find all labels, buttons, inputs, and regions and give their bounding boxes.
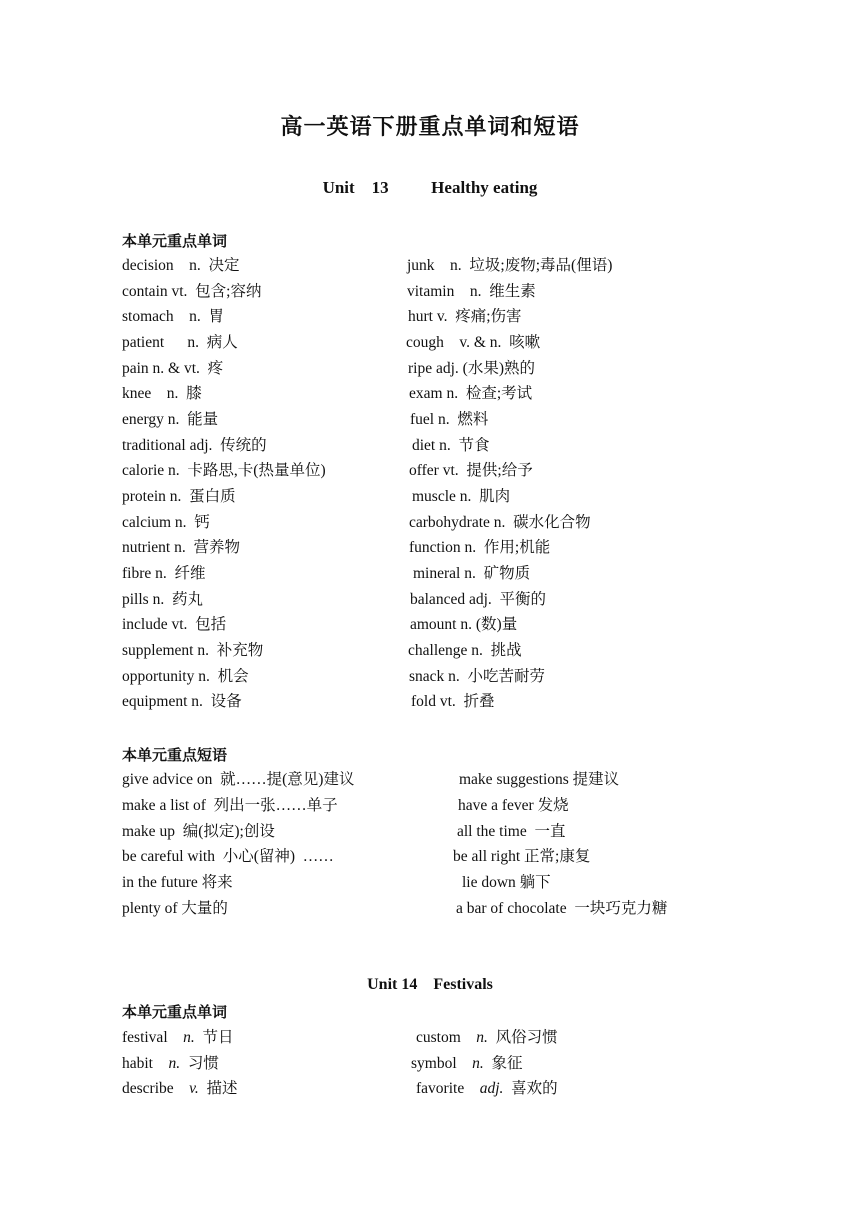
- word-entry: vitamin n. 维生素: [407, 283, 536, 300]
- word-entry: exam n. 检查;考试: [409, 385, 533, 402]
- word-row: [0, 382, 860, 406]
- word-entry: junk n. 垃圾;废物;毒品(俚语): [407, 257, 613, 274]
- phrase-entry: in the future 将来: [122, 874, 233, 891]
- definition: 习惯: [187, 1055, 219, 1072]
- word-row: [0, 434, 860, 458]
- word: habit: [122, 1055, 153, 1072]
- phrase-entry: lie down 躺下: [462, 874, 551, 891]
- word-entry: pills n. 药丸: [122, 591, 203, 608]
- word-entry: ripe adj. (水果)熟的: [408, 360, 535, 377]
- part-of-speech: n.: [476, 1029, 488, 1046]
- phrase-row: [0, 794, 860, 818]
- word: favorite: [416, 1080, 465, 1097]
- definition: 喜欢的: [511, 1080, 558, 1097]
- word-entry: muscle n. 肌肉: [412, 488, 511, 505]
- part-of-speech: n.: [472, 1055, 484, 1072]
- word-row: [0, 690, 860, 714]
- word-entry: fold vt. 折叠: [411, 693, 495, 710]
- word-row: [0, 562, 860, 586]
- word-row: [0, 1052, 860, 1076]
- word: symbol: [411, 1055, 457, 1072]
- phrase-entry: give advice on 就……提(意见)建议: [122, 771, 355, 788]
- word-row: [0, 357, 860, 381]
- word-entry: function n. 作用;机能: [409, 539, 551, 556]
- word-entry: cough v. & n. 咳嗽: [406, 334, 541, 351]
- unit-14-words-heading: 本单元重点单词: [122, 1003, 228, 1021]
- part-of-speech: n.: [183, 1029, 195, 1046]
- part-of-speech: adj.: [479, 1080, 504, 1097]
- word-entry: patient n. 病人: [122, 334, 238, 351]
- word-entry: nutrient n. 营养物: [122, 539, 240, 556]
- word-row: [0, 1026, 860, 1050]
- word-entry: [122, 1052, 219, 1076]
- phrase-entry: have a fever 发烧: [458, 797, 569, 814]
- word-entry: protein n. 蛋白质: [122, 488, 236, 505]
- phrase-entry: be careful with 小心(留神) ……: [122, 848, 334, 865]
- word-row: [0, 408, 860, 432]
- word-row: [0, 459, 860, 483]
- word-entry: equipment n. 设备: [122, 693, 242, 710]
- word-entry: stomach n. 胃: [122, 308, 225, 325]
- word: describe: [122, 1080, 174, 1097]
- definition: 风俗习惯: [495, 1029, 558, 1046]
- word-entry: [411, 1052, 523, 1076]
- phrase-entry: make suggestions 提建议: [459, 771, 620, 788]
- word-row: [0, 331, 860, 355]
- word-entry: fibre n. 纤维: [122, 565, 206, 582]
- phrase-row: [0, 820, 860, 844]
- word-entry: calcium n. 钙: [122, 514, 210, 531]
- word-entry: snack n. 小吃苦耐劳: [409, 668, 546, 685]
- definition: 描述: [206, 1080, 238, 1097]
- word-entry: decision n. 决定: [122, 257, 240, 274]
- word-entry: pain n. & vt. 疼: [122, 360, 224, 377]
- phrase-entry: all the time 一直: [457, 823, 566, 840]
- word-entry: hurt v. 疼痛;伤害: [408, 308, 522, 325]
- part-of-speech: v.: [189, 1080, 199, 1097]
- word-entry: energy n. 能量: [122, 411, 219, 428]
- word-entry: carbohydrate n. 碳水化合物: [409, 514, 591, 531]
- phrase-entry: make up 编(拟定);创设: [122, 823, 275, 840]
- word-entry: challenge n. 挑战: [408, 642, 522, 659]
- word-entry: mineral n. 矿物质: [413, 565, 531, 582]
- word-entry: balanced adj. 平衡的: [410, 591, 547, 608]
- word-entry: traditional adj. 传统的: [122, 437, 267, 454]
- definition: 节日: [202, 1029, 234, 1046]
- word-entry: offer vt. 提供;给予: [409, 462, 533, 479]
- part-of-speech: n.: [168, 1055, 181, 1072]
- phrase-row: [0, 845, 860, 869]
- unit-13-heading: Unit 13 Healthy eating: [322, 178, 538, 197]
- unit-13-words-heading: 本单元重点单词: [122, 232, 228, 250]
- word-entry: [416, 1026, 558, 1050]
- word-entry: [122, 1026, 234, 1050]
- phrase-entry: be all right 正常;康复: [453, 848, 591, 865]
- word-entry: opportunity n. 机会: [122, 668, 249, 685]
- word-row: [0, 280, 860, 304]
- phrase-entry: plenty of 大量的: [122, 900, 228, 917]
- word-entry: diet n. 节食: [412, 437, 490, 454]
- page-title: 高一英语下册重点单词和短语: [280, 115, 580, 140]
- word-row: [0, 511, 860, 535]
- phrase-row: [0, 871, 860, 895]
- word-row: [0, 1077, 860, 1101]
- word: custom: [416, 1029, 461, 1046]
- phrase-entry: a bar of chocolate 一块巧克力糖: [456, 900, 668, 917]
- word-entry: contain vt. 包含;容纳: [122, 283, 262, 300]
- word: festival: [122, 1029, 168, 1046]
- word-entry: amount n. (数)量: [410, 616, 518, 633]
- word-entry: supplement n. 补充物: [122, 642, 264, 659]
- unit-14-heading: Unit 14 Festivals: [367, 976, 493, 993]
- word-row: [0, 639, 860, 663]
- word-row: [0, 613, 860, 637]
- word-entry: include vt. 包括: [122, 616, 227, 633]
- word-row: [0, 536, 860, 560]
- word-row: [0, 665, 860, 689]
- unit-13-phrases-heading: 本单元重点短语: [122, 746, 228, 764]
- word-row: [0, 254, 860, 278]
- word-row: [0, 588, 860, 612]
- word-entry: fuel n. 燃料: [410, 411, 489, 428]
- word-row: [0, 485, 860, 509]
- word-row: [0, 305, 860, 329]
- word-entry: [416, 1077, 558, 1101]
- phrase-entry: make a list of 列出一张……单子: [122, 797, 338, 814]
- word-entry: knee n. 膝: [122, 385, 202, 402]
- phrase-row: [0, 768, 860, 792]
- word-entry: [122, 1077, 238, 1101]
- definition: 象征: [491, 1055, 523, 1072]
- word-entry: calorie n. 卡路思,卡(热量单位): [122, 462, 326, 479]
- phrase-row: [0, 897, 860, 921]
